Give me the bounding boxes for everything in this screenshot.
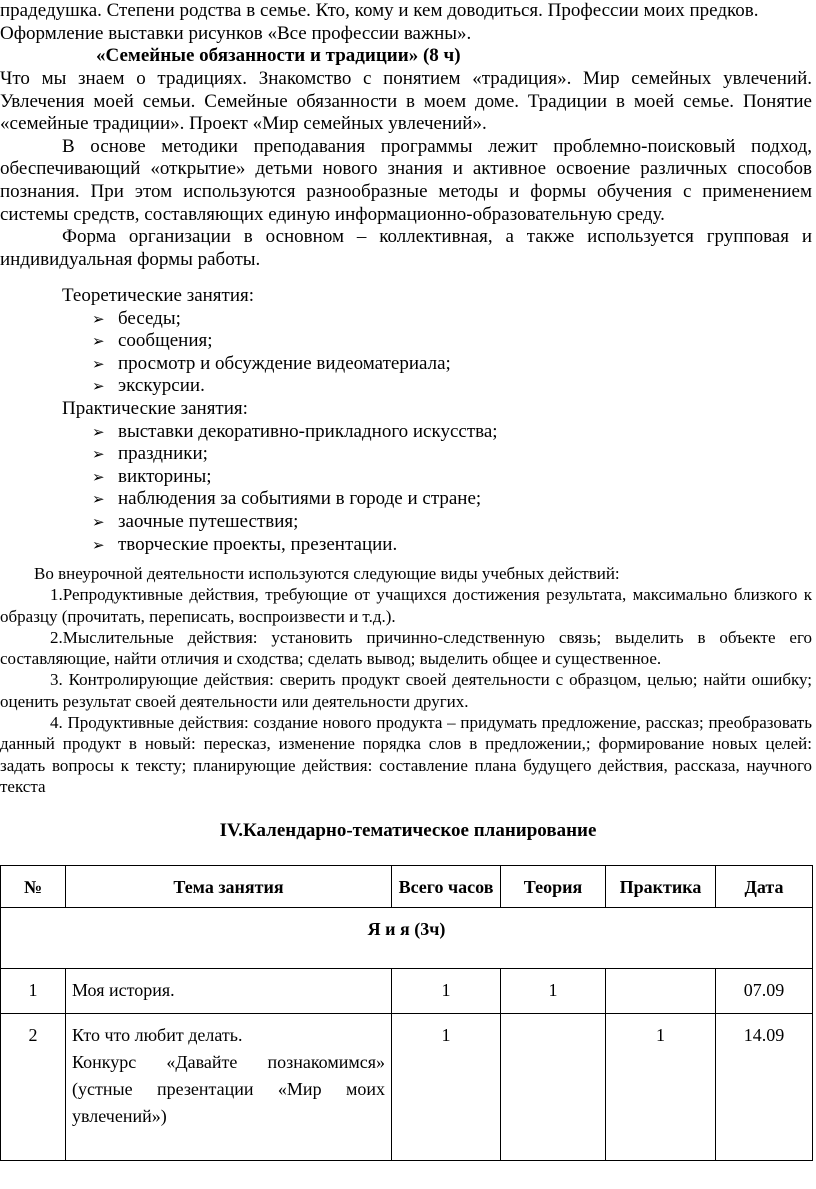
section-heading: «Семейные обязанности и традиции» (8 ч) [96, 45, 461, 66]
col-date: Дата [716, 866, 813, 908]
cell-topic: Моя история. [66, 969, 392, 1014]
schedule-table [0, 865, 813, 1161]
cell-theory: 1 [501, 969, 606, 1014]
action-item: 1.Репродуктивные действия, требующие от учащихся достижения результата, максимально близкого к образцу (прочитать, переписать, воспроизвести и т.д.). [0, 585, 812, 626]
cell-hours: 1 [392, 1014, 501, 1161]
list-item: ➢ викторины; [92, 465, 212, 487]
method-text: В основе методики преподавания программы лежит проблемно-поисковый подход, обеспечивающий «открытие» детьми нового знания и активное освоение различных способов познания. При этом используются разнообразные методы и формы обучения с применением системы средств, составляющих единую информационно-образовательную среду. [0, 135, 812, 225]
cell-theory [501, 1014, 606, 1161]
action-item: 3. Контролирующие действия: сверить продукт своей деятельности с образцом, целью; найти ошибку; оценить результат своей деятельности или деятельности других. [0, 670, 812, 711]
cell-practice [606, 969, 716, 1014]
list-item: ➢ беседы; [92, 307, 181, 329]
col-topic: Тема занятия [66, 866, 392, 908]
cell-date: 07.09 [716, 969, 813, 1014]
col-hours: Всего часов [392, 866, 501, 908]
cell-number: 1 [1, 969, 66, 1014]
arrow-bullet-icon: ➢ [92, 467, 105, 486]
arrow-bullet-icon: ➢ [92, 377, 105, 396]
practice-label: Практические занятия: [62, 397, 248, 419]
col-practice: Практика [606, 866, 716, 908]
learning-actions [0, 563, 812, 797]
traditions-paragraph [0, 68, 812, 271]
arrow-bullet-icon: ➢ [92, 512, 105, 531]
intro-paragraph [0, 0, 812, 45]
list-item: ➢ выставки декоративно-прикладного искусства; [92, 420, 498, 442]
arrow-bullet-icon: ➢ [92, 445, 105, 464]
theory-label: Теоретические занятия: [62, 285, 255, 306]
theory-list [0, 308, 812, 398]
arrow-bullet-icon: ➢ [92, 535, 105, 554]
cell-topic [66, 1014, 392, 1161]
list-item: ➢ праздники; [92, 443, 208, 465]
action-item: 2.Мыслительные действия: установить причинно-следственную связь; выделить в объекте его составляющие, найти отличия и сходства; сделать вывод; выделить общее и существенное. [0, 627, 812, 669]
list-item: ➢ творческие проекты, презентации. [92, 533, 398, 555]
arrow-bullet-icon: ➢ [92, 422, 105, 441]
section-label: Я и я (3ч) [1, 908, 813, 969]
list-item: ➢ просмотр и обсуждение видеоматериала; [92, 352, 451, 374]
table-section-row [1, 908, 813, 969]
cell-hours: 1 [392, 969, 501, 1014]
topic-line: Кто что любит делать. [72, 1025, 243, 1045]
arrow-bullet-icon: ➢ [92, 332, 105, 351]
table-header-row [1, 866, 813, 908]
topic-line: Конкурс «Давайте познакомимся» (устные презентации «Мир моих увлечений») [72, 1052, 385, 1126]
actions-intro: Во внеурочной деятельности используются следующие виды учебных действий: [34, 564, 620, 583]
table-row [1, 969, 813, 1014]
arrow-bullet-icon: ➢ [92, 354, 105, 373]
col-theory: Теория [501, 866, 606, 908]
arrow-bullet-icon: ➢ [92, 490, 105, 509]
cell-number: 2 [1, 1014, 66, 1161]
form-text: Форма организации в основном – коллективная, а также используется групповая и индивидуальная формы работы. [0, 226, 812, 270]
list-item: ➢ экскурсии. [92, 375, 205, 397]
table-row [1, 1014, 813, 1161]
intro-line: прадедушка. Степени родства в семье. Кто, кому и кем доводиться. Профессии моих предков. Оформление выставки рисунков «Все профессии важны». [0, 0, 759, 44]
practice-list [0, 421, 812, 557]
traditions-text: Что мы знаем о традициях. Знакомство с понятием «традиция». Мир семейных увлечений. Увлечения моей семьи. Семейные обязанности в моем доме. Традиции в моей семье. Понятие «семейные традиции». Проект «Мир семейных увлечений». [0, 68, 812, 135]
list-item: ➢ заочные путешествия; [92, 510, 299, 532]
col-number: № [1, 866, 66, 908]
list-item: ➢ сообщения; [92, 330, 213, 352]
arrow-bullet-icon: ➢ [92, 309, 105, 328]
list-item: ➢ наблюдения за событиями в городе и стране; [92, 488, 482, 510]
plan-title: IV.Календарно-тематическое планирование [219, 820, 597, 841]
action-item: 4. Продуктивные действия: создание нового продукта – придумать предложение, рассказ; преобразовать данный продукт в новый: пересказ, изменение порядка слов в предложении,; формирование новых целей: задать вопросы к тексту; планирующие действия: составление плана будущего действия, рассказа, научного текста [0, 713, 812, 796]
activity-lists [0, 285, 812, 556]
cell-practice: 1 [606, 1014, 716, 1161]
cell-date: 14.09 [716, 1014, 813, 1161]
